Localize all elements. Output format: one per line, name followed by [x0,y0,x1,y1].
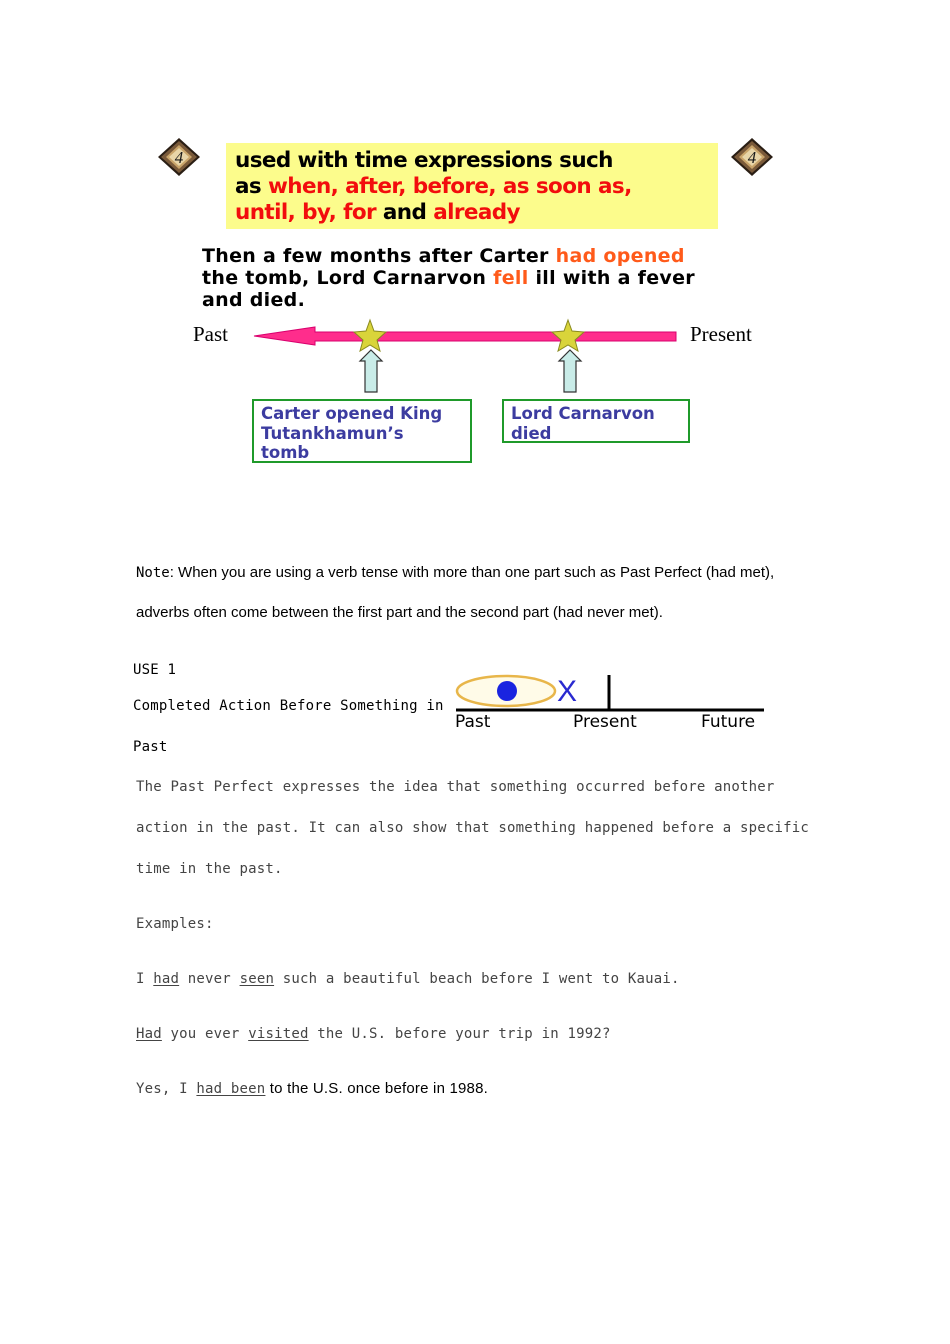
use1-heading: USE 1 [133,662,177,678]
box-line-2: as when, after, before, as soon as, [235,174,632,199]
diagram-past-label: Past [455,712,491,732]
badge-number: 4 [747,148,757,167]
use1-title-line-2: Past [133,739,168,755]
example-3: Yes, I had been to the U.S. once before in 1988. [136,1080,489,1097]
examples-label: Examples: [136,916,214,932]
timeline-diagram [0,0,950,470]
desc-line-1: The Past Perfect expresses the idea that something occurred before another [136,779,775,795]
box-line-3: until, by, for and already [235,200,520,225]
diagram-present-label: Present [573,712,637,732]
note-line-1: Note: When you are using a verb tense with more than one part such as Past Perfect (had met), [136,564,775,581]
diagram-future-label: Future [701,712,756,732]
example-2: Had you ever visited the U.S. before your trip in 1992? [136,1026,611,1042]
up-arrow-icon [559,350,581,392]
star-icon [552,320,584,351]
past-perfect-timeline [454,672,766,736]
example-1: I had never seen such a beautiful beach before I went to Kauai. [136,971,680,987]
timeline-present-label: Present [690,322,752,346]
badge-number: 4 [174,148,184,167]
event-dot [497,681,517,701]
star-icon [354,320,386,351]
note-line-2: adverbs often come between the first part and the second part (had never met). [136,604,663,621]
timeline-past-label: Past [193,322,229,346]
use1-title-line-1: Completed Action Before Something in [133,698,444,714]
desc-line-3: time in the past. [136,861,283,877]
desc-line-2: action in the past. It can also show that something happened before a specific [136,820,810,836]
event-box-carter: Carter opened King Tutankhamun’s tomb [252,399,472,463]
box-line-1: used with time expressions such [235,148,613,173]
event-mark-x: X [557,675,578,708]
up-arrow-icon [360,350,382,392]
event-box-carnarvon: Lord Carnarvon died [502,399,690,443]
timeline-arrow [254,327,676,345]
